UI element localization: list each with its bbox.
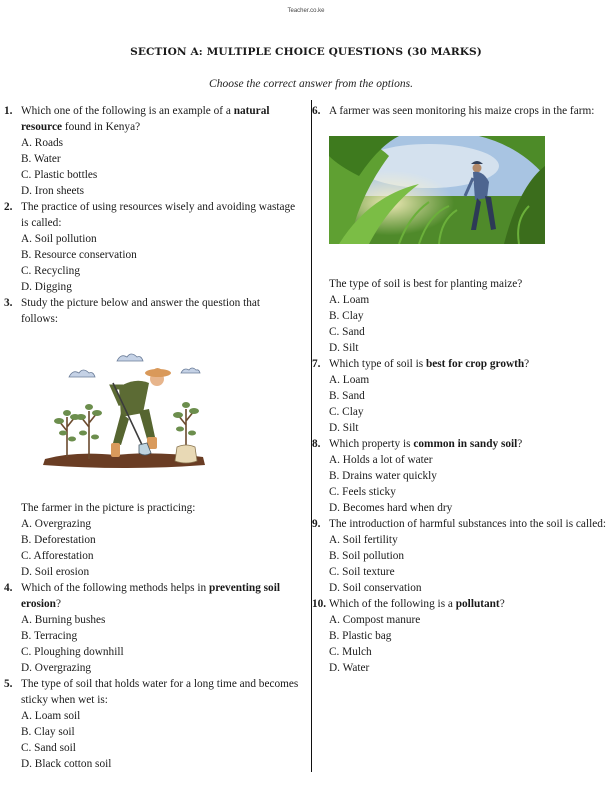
option: C. Ploughing downhill <box>21 646 124 658</box>
farmer-maize-photo-icon <box>329 136 545 244</box>
option: B. Drains water quickly <box>329 470 437 482</box>
option: A. Loam <box>329 294 370 306</box>
option: D. Soil conservation <box>329 582 422 594</box>
option: A. Overgrazing <box>21 518 92 530</box>
option: A. Soil fertility <box>329 534 398 546</box>
option: A. Soil pollution <box>21 233 97 245</box>
farmer-digging-illustration-icon <box>41 347 211 469</box>
question-stem: Which type of soil is best for crop growth? <box>329 358 530 370</box>
question-stem: The type of soil that holds water for a long time and becomes sticky when wet is: <box>21 678 299 706</box>
option: B. Resource conservation <box>21 249 137 261</box>
header-watermark: Teacher.co.ke <box>287 8 325 14</box>
question-stem: Which property is common in sandy soil? <box>329 438 523 450</box>
question-8 <box>312 436 608 452</box>
option: D. Iron sheets <box>21 185 85 197</box>
option: D. Overgrazing <box>21 662 92 674</box>
option: A. Loam <box>329 374 370 386</box>
option: B. Sand <box>329 390 365 402</box>
option: D. Soil erosion <box>21 566 90 578</box>
option: A. Holds a lot of water <box>329 454 433 466</box>
question-number: 10. <box>312 598 327 610</box>
question-stem: The practice of using resources wisely and avoiding wastage is called: <box>21 201 296 229</box>
question-stem: Which of the following is a pollutant? <box>329 598 505 610</box>
option: A. Loam soil <box>21 710 81 722</box>
option: B. Terracing <box>21 630 78 642</box>
option: D. Becomes hard when dry <box>329 502 453 514</box>
option: B. Deforestation <box>21 534 96 546</box>
option: D. Digging <box>21 281 72 293</box>
option: A. Burning bushes <box>21 614 106 626</box>
instructions: Choose the correct answer from the options. <box>209 78 413 90</box>
question-stem: The introduction of harmful substances into the soil is called: <box>329 518 607 530</box>
option: C. Feels sticky <box>329 486 396 498</box>
question-number: 6. <box>312 105 321 117</box>
option: B. Clay <box>329 310 364 322</box>
option: C. Clay <box>329 406 364 418</box>
option: C. Sand soil <box>21 742 76 754</box>
option: D. Silt <box>329 422 359 434</box>
option: A. Roads <box>21 137 64 149</box>
option: C. Mulch <box>329 646 372 658</box>
section-title: SECTION A: MULTIPLE CHOICE QUESTIONS (30 MARKS) <box>130 46 482 58</box>
left-column <box>4 103 299 772</box>
right-column <box>312 103 608 676</box>
question-number: 5. <box>4 678 13 690</box>
option: B. Plastic bag <box>329 630 392 642</box>
question-follow-up: The type of soil is best for planting maize? <box>329 278 523 290</box>
question-stem: A farmer was seen monitoring his maize crops in the farm: <box>329 105 595 117</box>
maize-farm-photo <box>329 136 545 244</box>
question-number: 9. <box>312 518 321 530</box>
question-4 <box>4 580 299 612</box>
question-10 <box>312 596 608 612</box>
question-7 <box>312 356 608 372</box>
question-number: 4. <box>4 582 13 594</box>
question-stem: Which of the following methods helps in preventing soil erosion? <box>21 582 280 610</box>
option: D. Black cotton soil <box>21 758 112 770</box>
option: B. Water <box>21 153 61 165</box>
question-1 <box>4 103 299 135</box>
question-number: 2. <box>4 201 13 213</box>
question-stem: Which one of the following is an example of a natural resource found in Kenya? <box>21 105 270 133</box>
option: C. Plastic bottles <box>21 169 98 181</box>
option: D. Water <box>329 662 370 674</box>
option: A. Compost manure <box>329 614 421 626</box>
question-9 <box>312 516 608 532</box>
option: C. Recycling <box>21 265 80 277</box>
question-number: 8. <box>312 438 321 450</box>
question-2 <box>4 199 299 231</box>
question-3 <box>4 295 299 327</box>
option: C. Sand <box>329 326 365 338</box>
question-stem: Study the picture below and answer the question that follows: <box>21 297 261 325</box>
option: C. Afforestation <box>21 550 94 562</box>
farmer-illustration <box>4 327 299 474</box>
question-number: 7. <box>312 358 321 370</box>
option: B. Clay soil <box>21 726 75 738</box>
question-6 <box>312 103 608 119</box>
question-number: 3. <box>4 297 13 309</box>
option: C. Soil texture <box>329 566 395 578</box>
question-5 <box>4 676 299 708</box>
question-number: 1. <box>4 105 13 117</box>
option: B. Soil pollution <box>329 550 405 562</box>
question-follow-up: The farmer in the picture is practicing: <box>21 502 196 514</box>
option: D. Silt <box>329 342 359 354</box>
